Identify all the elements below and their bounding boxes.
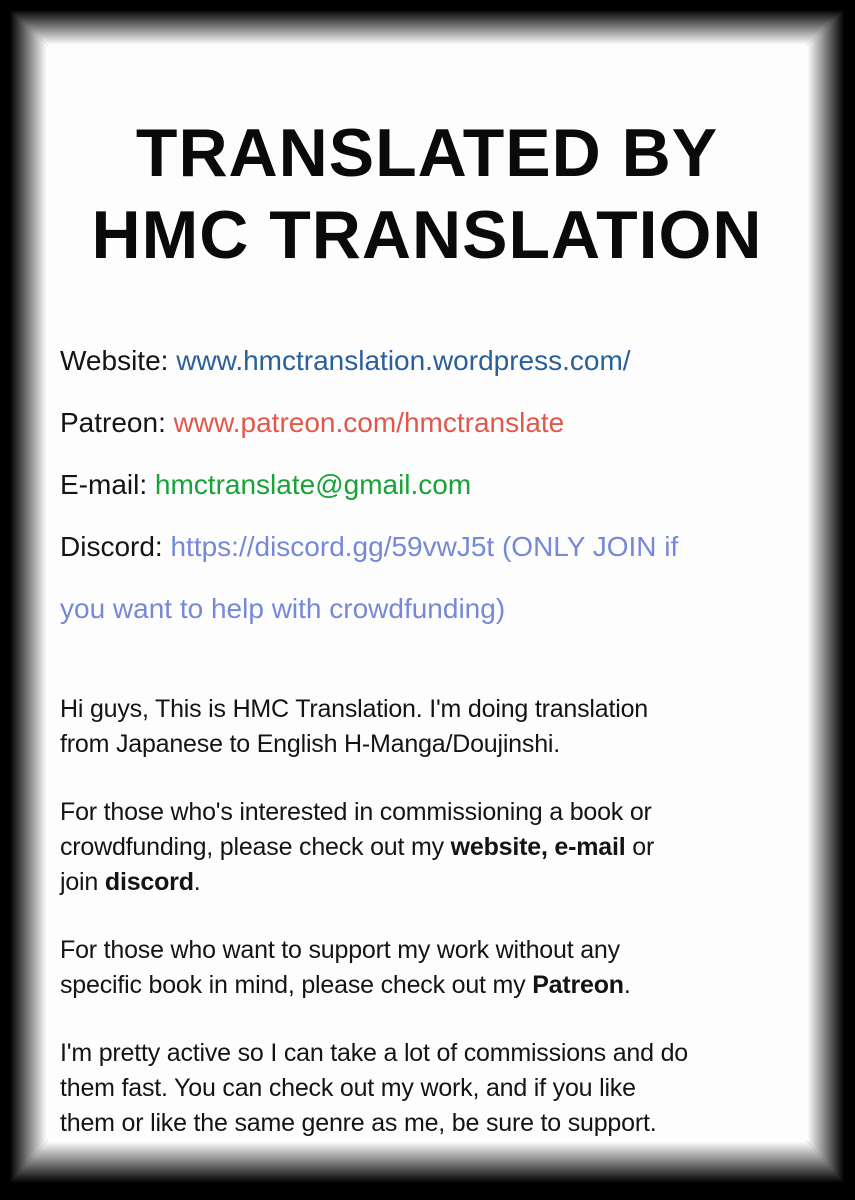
text-line [60,933,802,968]
bold-emphasis: discord [104,868,194,896]
text-line [60,1071,802,1106]
text-segment: For those who want to support my work without any [60,936,620,964]
bold-emphasis: Patreon [532,971,624,999]
text-line [60,830,802,865]
credits-paragraph [60,933,802,1003]
text-line [60,727,802,762]
frame-bevel-right [806,8,846,1185]
text-line [60,968,802,1003]
text-segment: Hi guys, This is HMC Translation. I'm doing translation [60,695,648,723]
text-segment: I'm pretty active so I can take a lot of commissions and do [60,1039,688,1067]
patreon-link-label: Patreon: [60,407,174,438]
text-line [60,865,802,900]
patreon-link-line [60,392,802,454]
website-link[interactable]: www.hmctranslation.wordpress.com/ [176,345,631,376]
frame-bevel-left [8,8,48,1185]
email-link-label: E-mail: [60,469,155,500]
discord-link-label: Discord: [60,531,171,562]
patreon-link[interactable]: www.patreon.com/hmctranslate [173,407,565,438]
text-line [60,1036,802,1071]
bold-emphasis: website, e-mail [450,833,626,861]
text-segment: from Japanese to English H-Manga/Doujinshi. [60,730,560,758]
frame-bevel-top [8,8,846,46]
text-segment: . [193,868,201,896]
text-segment: them or like the same genre as me, be sure to support. [60,1109,657,1137]
discord-link[interactable]: https://discord.gg/59vwJ5t (ONLY JOIN if [170,531,679,562]
text-segment: crowdfunding, please check out my [60,833,451,861]
credits-paragraph [60,795,802,900]
text-line [60,1106,802,1140]
text-segment: join [60,868,105,896]
credits-paragraph [60,692,802,762]
discord-link-continued[interactable]: you want to help with crowdfunding) [60,593,506,624]
email-link[interactable]: hmctranslate@gmail.com [154,469,472,500]
page-title-line1: TRANSLATED BY [135,115,719,191]
page-background [48,46,806,1140]
text-segment: or [625,833,655,861]
website-link-line [60,330,802,392]
email-link-line [60,454,802,516]
text-segment: For those who's interested in commissioning a book or [60,798,652,826]
text-segment: . [623,971,631,999]
contact-list [60,330,802,640]
credits-text [60,692,802,1140]
page-title [48,112,806,276]
credits-paragraph [60,1036,802,1140]
page-title-line2: HMC TRANSLATION [91,197,763,273]
discord-link-line [60,516,802,578]
discord-link-continued-line [60,578,802,640]
text-segment: them fast. You can check out my work, and if you like [60,1074,636,1102]
frame-bevel-bottom [8,1140,846,1185]
website-link-label: Website: [60,345,177,376]
text-line [60,795,802,830]
text-segment: specific book in mind, please check out my [60,971,533,999]
text-line [60,692,802,727]
